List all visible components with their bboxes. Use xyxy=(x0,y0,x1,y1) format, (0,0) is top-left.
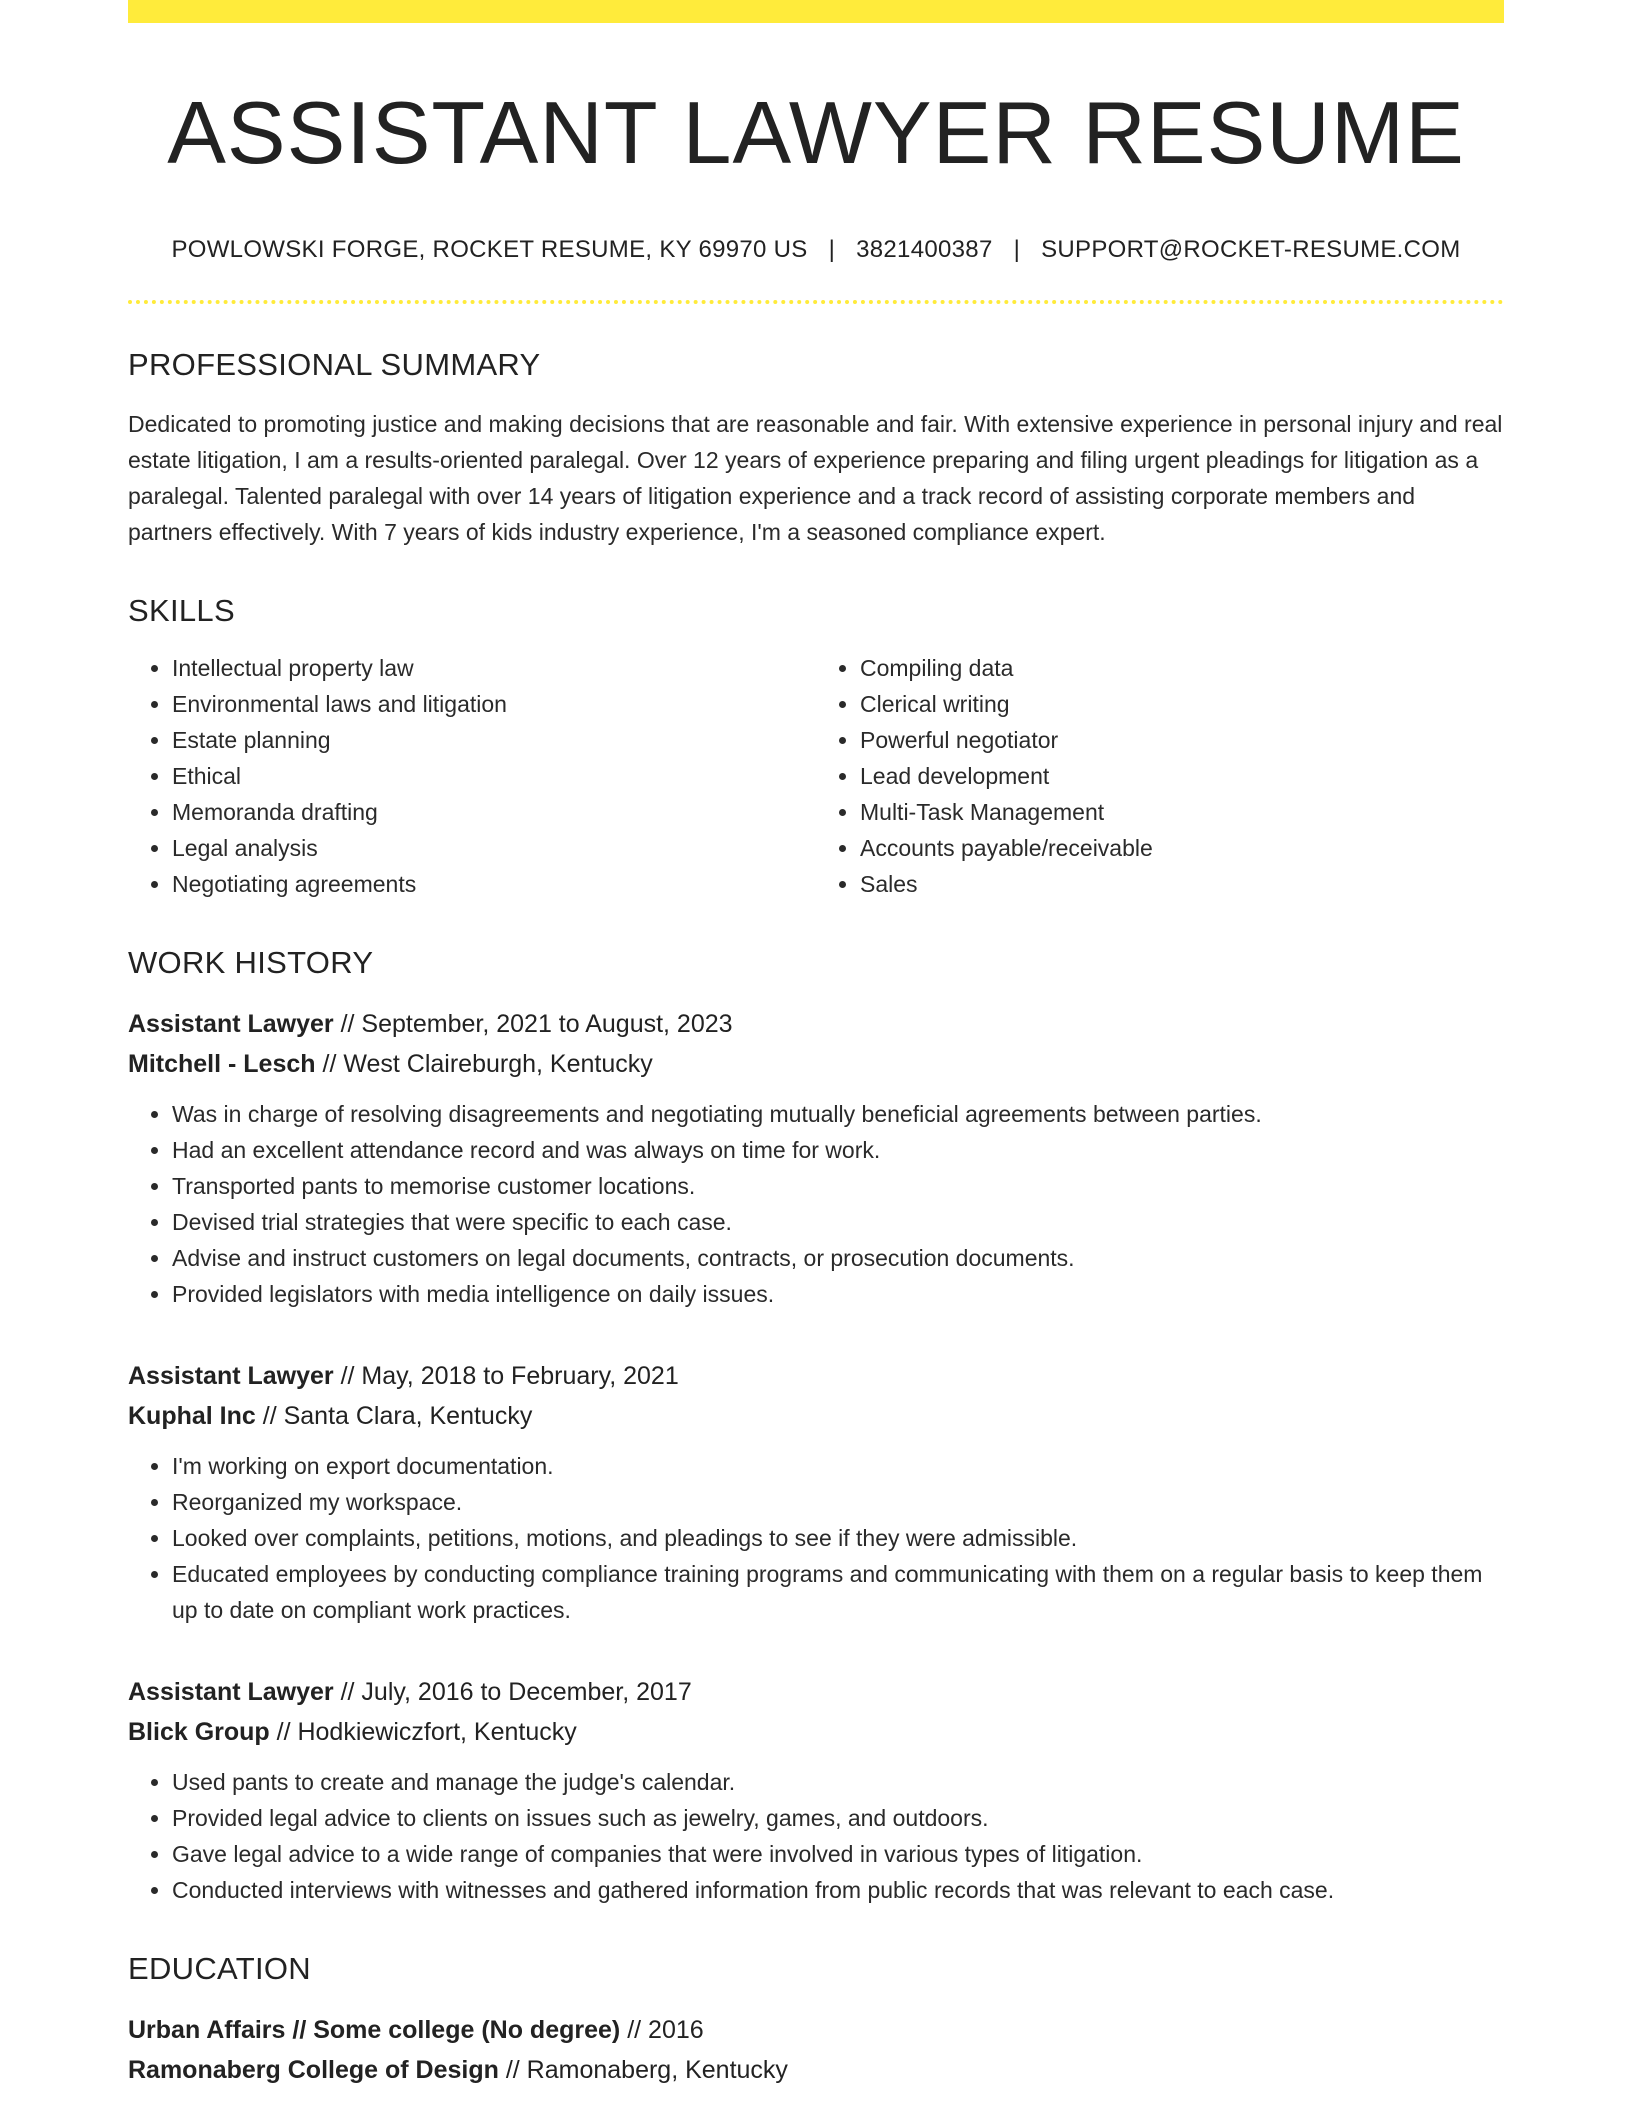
skill-item: • Ethical xyxy=(172,758,816,794)
job-title-line xyxy=(128,1356,1504,1396)
job-entry xyxy=(128,1672,1504,1908)
job-entry xyxy=(128,1356,1504,1628)
skill-item: • Multi-Task Management xyxy=(860,794,1504,830)
contact-separator: | xyxy=(1013,235,1021,263)
contact-phone: 3821400387 xyxy=(856,235,993,263)
skills-column-left xyxy=(128,650,816,902)
resume-page xyxy=(128,0,1504,2090)
contact-address: POWLOWSKI FORGE, ROCKET RESUME, KY 69970 US xyxy=(171,235,808,263)
job-bullet: • Looked over complaints, petitions, motions, and pleadings to see if they were admissible. xyxy=(172,1520,1504,1556)
job-dates: // July, 2016 to December, 2017 xyxy=(340,1678,692,1707)
job-bullet: • Had an excellent attendance record and was always on time for work. xyxy=(172,1132,1504,1168)
job-company-line xyxy=(128,1396,1504,1436)
skill-item: • Negotiating agreements xyxy=(172,866,816,902)
job-bullet: • Provided legal advice to clients on issues such as jewelry, games, and outdoors. xyxy=(172,1800,1504,1836)
job-entry xyxy=(128,1004,1504,1312)
skills-heading: SKILLS xyxy=(128,592,235,628)
skill-item: • Sales xyxy=(860,866,1504,902)
job-bullet: • I'm working on export documentation. xyxy=(172,1448,1504,1484)
education-degree: Urban Affairs // Some college (No degree) xyxy=(128,2016,621,2045)
skill-item: • Lead development xyxy=(860,758,1504,794)
skill-item: • Compiling data xyxy=(860,650,1504,686)
job-bullets xyxy=(128,1764,1504,1908)
job-bullet: • Gave legal advice to a wide range of companies that were involved in various types of litigation. xyxy=(172,1836,1504,1872)
education-entry xyxy=(128,2010,1504,2090)
job-bullet: • Devised trial strategies that were specific to each case. xyxy=(172,1204,1504,1240)
job-company: Blick Group xyxy=(128,1718,270,1747)
job-bullets xyxy=(128,1448,1504,1628)
dotted-divider xyxy=(128,300,1504,304)
skill-item: • Intellectual property law xyxy=(172,650,816,686)
skill-item: • Legal analysis xyxy=(172,830,816,866)
job-bullet: • Educated employees by conducting compliance training programs and communicating with them on a regular basis to keep them up to date on compliant work practices. xyxy=(172,1556,1504,1628)
education-school-line xyxy=(128,2050,1504,2090)
contact-line xyxy=(128,236,1504,264)
skill-item: • Environmental laws and litigation xyxy=(172,686,816,722)
job-company-line xyxy=(128,1712,1504,1752)
job-company: Kuphal Inc xyxy=(128,1402,256,1431)
skill-item: • Clerical writing xyxy=(860,686,1504,722)
education-year: // 2016 xyxy=(627,2016,704,2045)
accent-top-bar xyxy=(128,0,1504,23)
job-location: // Hodkiewiczfort, Kentucky xyxy=(276,1718,577,1747)
job-bullet: • Was in charge of resolving disagreements and negotiating mutually beneficial agreements between parties. xyxy=(172,1096,1504,1132)
education-school: Ramonaberg College of Design xyxy=(128,2056,499,2085)
job-location: // Santa Clara, Kentucky xyxy=(262,1402,533,1431)
contact-email: SUPPORT@ROCKET-RESUME.COM xyxy=(1041,235,1461,263)
education-degree-line xyxy=(128,2010,1504,2050)
skill-item: • Accounts payable/receivable xyxy=(860,830,1504,866)
skills-column-right xyxy=(816,650,1504,902)
job-company: Mitchell - Lesch xyxy=(128,1050,316,1079)
job-company-line xyxy=(128,1044,1504,1084)
job-bullet: • Reorganized my workspace. xyxy=(172,1484,1504,1520)
job-bullet: • Used pants to create and manage the judge's calendar. xyxy=(172,1764,1504,1800)
skill-item: • Memoranda drafting xyxy=(172,794,816,830)
skills-list xyxy=(128,650,1504,902)
job-title-line xyxy=(128,1004,1504,1044)
skill-item: • Powerful negotiator xyxy=(860,722,1504,758)
job-location: // West Claireburgh, Kentucky xyxy=(322,1050,653,1079)
job-bullet: • Advise and instruct customers on legal documents, contracts, or prosecution documents. xyxy=(172,1240,1504,1276)
job-bullet: • Provided legislators with media intelligence on daily issues. xyxy=(172,1276,1504,1312)
contact-separator: | xyxy=(828,235,836,263)
job-bullet: • Transported pants to memorise customer locations. xyxy=(172,1168,1504,1204)
job-title: Assistant Lawyer xyxy=(128,1010,334,1039)
job-title-line xyxy=(128,1672,1504,1712)
job-dates: // May, 2018 to February, 2021 xyxy=(340,1362,679,1391)
education-location: // Ramonaberg, Kentucky xyxy=(505,2056,788,2085)
skill-item: • Estate planning xyxy=(172,722,816,758)
job-bullets xyxy=(128,1096,1504,1312)
job-bullet: • Conducted interviews with witnesses and gathered information from public records that was relevant to each case. xyxy=(172,1872,1504,1908)
summary-text: Dedicated to promoting justice and making decisions that are reasonable and fair. With extensive experience in personal injury and real estate litigation, I am a results-oriented paralegal. Over 12 years of experience preparing and filing urgent pleadings for litigation as a paralegal. Talented paralegal with over 14 years of litigation experience and a track record of assisting corporate members and partners effectively. With 7 years of kids industry experience, I'm a seasoned compliance expert. xyxy=(128,410,1503,545)
resume-title: ASSISTANT LAWYER RESUME xyxy=(167,83,1465,182)
job-title: Assistant Lawyer xyxy=(128,1362,334,1391)
education-heading: EDUCATION xyxy=(128,1951,311,1987)
job-dates: // September, 2021 to August, 2023 xyxy=(340,1010,733,1039)
work-history-heading: WORK HISTORY xyxy=(128,944,374,980)
summary-heading: PROFESSIONAL SUMMARY xyxy=(128,346,541,382)
job-title: Assistant Lawyer xyxy=(128,1678,334,1707)
